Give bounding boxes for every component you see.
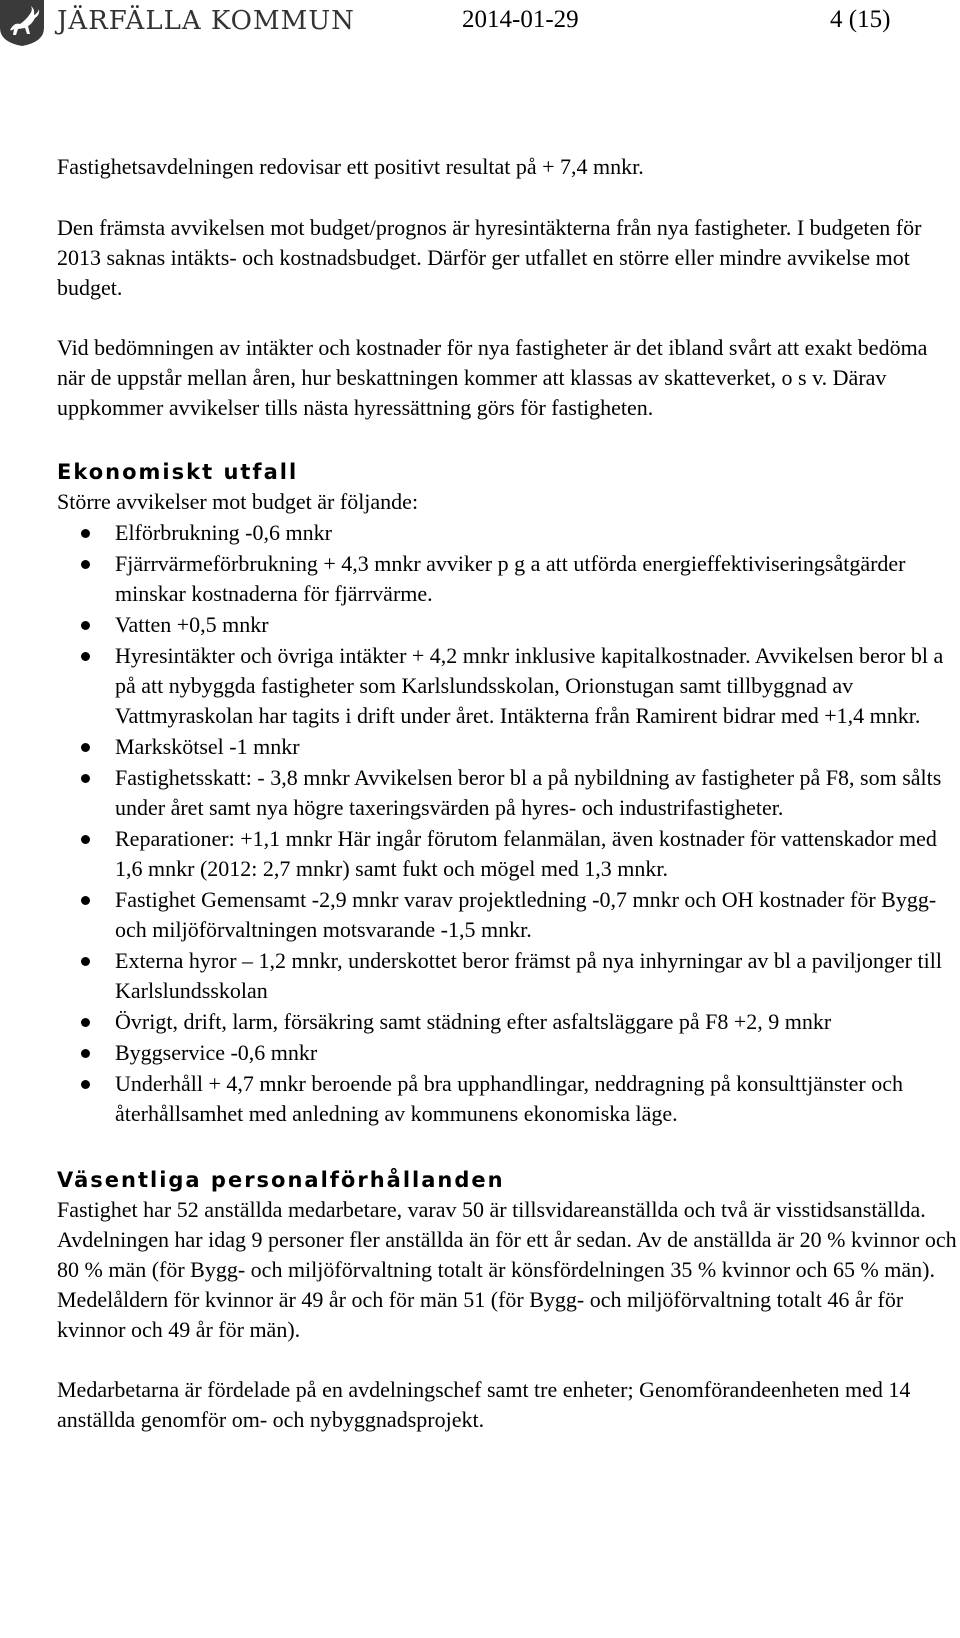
list-item: Reparationer: +1,1 mnkr Här ingår förutom felanmälan, även kostnader för vattenskador med 1,6 mnkr (2012: 2,7 mnkr) samt fukt och mögel med 1,3 mnkr.	[57, 824, 960, 884]
section-heading-ekonomiskt-utfall: Ekonomiskt utfall	[57, 460, 299, 484]
deviation-list	[57, 518, 957, 1129]
bullet-icon	[81, 560, 90, 569]
list-item: Fastighetsskatt: - 3,8 mnkr Avvikelsen beror bl a på nybildning av fastigheter på F8, som sålts under året samt nya högre taxeringsvärden på hyres- och industrifastigheter.	[57, 763, 960, 823]
bullet-icon	[81, 652, 90, 661]
paragraph-organisation: Medarbetarna är fördelade på en avdelningschef samt tre enheter; Genomförandeenheten med 14 anställda genomför om- och nybyggnadsprojekt.	[57, 1377, 911, 1432]
page-header	[0, 0, 960, 60]
bullet-icon	[81, 743, 90, 752]
document-date: 2014-01-29	[462, 6, 579, 33]
bullet-icon	[81, 896, 90, 905]
list-item: Hyresintäkter och övriga intäkter + 4,2 mnkr inklusive kapitalkostnader. Avvikelsen beror bl a på att nybyggda fastigheter som Karlslundsskolan, Orionstugan samt tillbyggnad av Vattmyraskolan har tagits i drift under året. Intäkterna från Ramirent bidrar med +1,4 mnkr.	[57, 641, 960, 731]
section-lead: Större avvikelser mot budget är följande:	[57, 489, 419, 514]
jarfalla-logo-icon	[0, 0, 44, 46]
list-item: Fastighet Gemensamt -2,9 mnkr varav projektledning -0,7 mnkr och OH kostnader för Bygg- och miljöförvaltningen motsvarande -1,5 mnkr.	[57, 885, 960, 945]
bullet-icon	[81, 1018, 90, 1027]
document-body	[57, 152, 957, 1435]
bullet-icon	[81, 529, 90, 538]
bullet-icon	[81, 957, 90, 966]
list-item: Byggservice -0,6 mnkr	[57, 1038, 960, 1068]
paragraph-result: Fastighetsavdelningen redovisar ett positivt resultat på + 7,4 mnkr.	[57, 154, 644, 179]
page-number: 4 (15)	[830, 6, 891, 33]
bullet-icon	[81, 621, 90, 630]
bullet-icon	[81, 774, 90, 783]
logo-text: JÄRFÄLLA KOMMUN	[57, 6, 355, 36]
paragraph-personal: Fastighet har 52 anställda medarbetare, varav 50 är tillsvidareanställda och två är visstidsanställda. Avdelningen har idag 9 personer fler anställda än för ett år sedan. Av de anställda är 20 % kvinnor och 80 % män (för Bygg- och miljöförvaltning totalt är könsfördelningen 35 % kvinnor och 65 % män). Medelåldern för kvinnor är 49 år och för män 51 (för Bygg- och miljöförvaltning totalt 46 år för kvinnor och 49 år för män).	[57, 1197, 957, 1342]
list-item: Vatten +0,5 mnkr	[57, 610, 960, 640]
list-item: Övrigt, drift, larm, försäkring samt städning efter asfaltsläggare på F8 +2, 9 mnkr	[57, 1007, 960, 1037]
bullet-icon	[81, 1080, 90, 1089]
paragraph-assessment: Vid bedömningen av intäkter och kostnader för nya fastigheter är det ibland svårt att exakt bedöma när de uppstår mellan åren, hur beskattningen kommer att klassas av skatteverket, o s v. Därav uppkommer avvikelser tills nästa hyressättning görs för fastigheten.	[57, 335, 928, 420]
section-heading-personal: Väsentliga personalförhållanden	[57, 1168, 505, 1192]
list-item: Externa hyror – 1,2 mnkr, underskottet beror främst på nya inhyrningar av bl a paviljonger till Karlslundsskolan	[57, 946, 960, 1006]
list-item: Underhåll + 4,7 mnkr beroende på bra upphandlingar, neddragning på konsulttjänster och återhållsamhet med anledning av kommunens ekonomiska läge.	[57, 1069, 960, 1129]
bullet-icon	[81, 1049, 90, 1058]
list-item: Markskötsel -1 mnkr	[57, 732, 960, 762]
list-item: Elförbrukning -0,6 mnkr	[57, 518, 960, 548]
bullet-icon	[81, 835, 90, 844]
list-item: Fjärrvärmeförbrukning + 4,3 mnkr avviker p g a att utförda energieffektiviseringsåtgärder minskar kostnaderna för fjärrvärme.	[57, 549, 960, 609]
paragraph-deviation: Den främsta avvikelsen mot budget/prognos är hyresintäkterna från nya fastigheter. I budgeten för 2013 saknas intäkts- och kostnadsbudget. Därför ger utfallet en större eller mindre avvikelse mot budget.	[57, 215, 922, 300]
